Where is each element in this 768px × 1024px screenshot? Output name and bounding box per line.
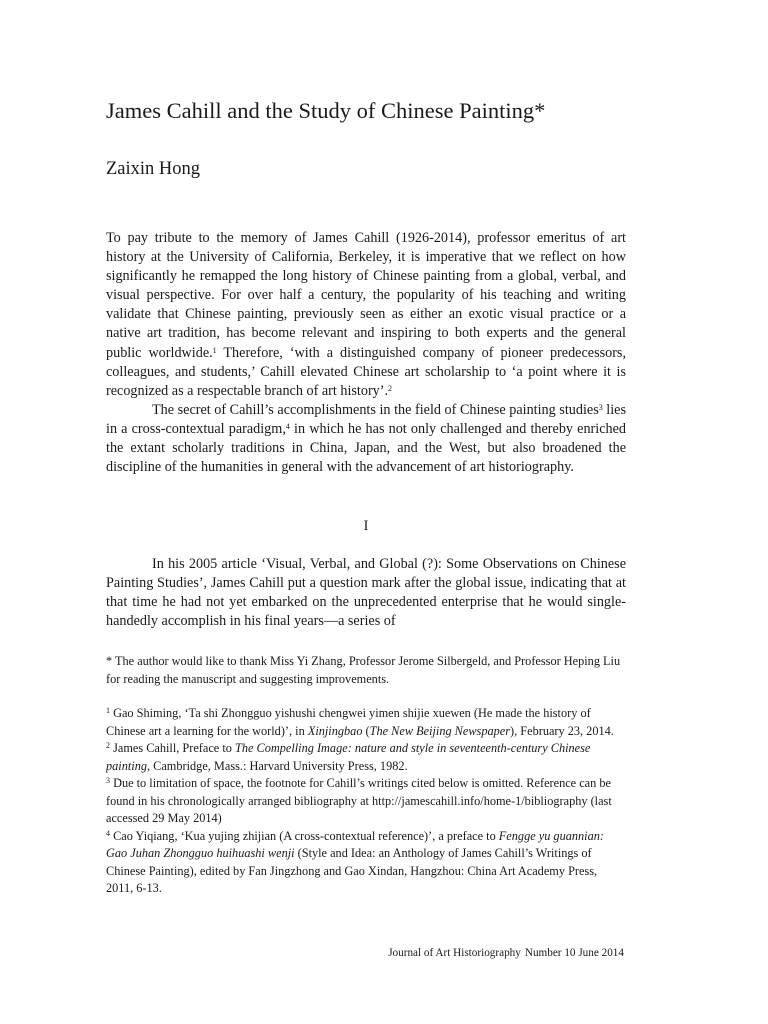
footnote-number: 4	[106, 828, 110, 838]
acknowledgement-footnote: * The author would like to thank Miss Yi Zhang, Professor Jerome Silbergeld, and Professor Heping Liu for reading the manuscript and suggesting improvements.	[106, 654, 621, 686]
footnote-ref-3[interactable]: 3	[598, 402, 603, 412]
footnote-italic: The Compelling Image: nature and style in seventeenth-century Chinese painting	[106, 741, 591, 773]
page-footer	[360, 946, 624, 961]
issue-info: Number 10 June 2014	[524, 947, 624, 959]
footnote-text: James Cahill, Preface to	[110, 741, 235, 755]
footnote-italic: Xinjingbao	[307, 723, 363, 738]
footnote-text: (Style and Idea: an Anthology of James Cahill’s Writings of Chinese Painting), edited by Fan Jingzhong and Gao Xindan, Hangzhou: China Art Academy Press, 2011, 6-13.	[106, 846, 598, 895]
footnote-text: Gao Shiming, ‘Ta shi Zhongguo yishushi chengwei yimen shijie xuewen (He made the history of Chinese art a learning for the world)’, in	[106, 706, 591, 738]
footnote-text: ), February 23, 2014.	[510, 723, 614, 738]
footnote-number: 2	[106, 741, 110, 750]
paragraph-3: In his 2005 article ‘Visual, Verbal, and Global (?): Some Observations on Chinese Painting Studies’, James Cahill put a question mark after the global issue, indicating that at that time he had not yet embarked on the unprecedented enterprise that he would single-handedly accomplish in his final years—a series of	[106, 556, 626, 630]
footnote-ref-2[interactable]: 2	[388, 383, 393, 393]
footnote-3	[106, 775, 626, 828]
footnote-italic: Fengge yu guannian: Gao Juhan Zhongguo huihuashi wenji	[106, 828, 604, 860]
footnotes-list	[106, 705, 626, 898]
footnote-text: Due to limitation of space, the footnote for Cahill’s writings cited below is omitted. Reference can be found in his chronologically arranged bibliography at http://jamescahill.info/home-1/bibliography (last accessed 29 May 2014)	[106, 776, 612, 825]
paragraph-1	[106, 229, 626, 401]
journal-name: Journal of Art Historiography	[388, 947, 521, 959]
footnote-number: 3	[106, 776, 110, 785]
body-paragraphs	[106, 229, 626, 477]
paragraph-text: lies in a cross-contextual paradigm,	[106, 401, 626, 437]
paragraph-2	[106, 401, 626, 477]
footnote-1	[106, 705, 626, 740]
footnote-text: Cao Yiqiang, ‘Kua yujing zhijian (A cross-contextual reference)’, a preface to	[110, 828, 499, 843]
footnote-ref-4[interactable]: 4	[285, 421, 290, 431]
footnote-number: 1	[106, 706, 110, 715]
footnote-italic: The New Beijing Newspaper	[369, 723, 511, 738]
article-title: James Cahill and the Study of Chinese Painting*	[106, 98, 546, 123]
paragraph-text: in which he has not only challenged and thereby enriched the extant scholarly traditions in China, Japan, and the West, but also broadened the discipline of the humanities in general with the advancement of art historiography.	[106, 420, 626, 476]
author-name: Zaixin Hong	[106, 159, 201, 179]
section-heading: I	[363, 518, 369, 534]
paragraph-text: Therefore, ‘with a distinguished company of pioneer predecessors, colleagues, and students,’ Cahill elevated Chinese art scholarship to ‘a point where it is recognized as a respectable branch of art history’.	[106, 344, 626, 399]
footnote-2	[106, 740, 626, 775]
paragraph-text: To pay tribute to the memory of James Cahill (1926-2014), professor emeritus of art history at the University of California, Berkeley, it is imperative that we reflect on how significantly he remapped the long history of Chinese painting from a global, verbal, and visual perspective. For over half a century, the popularity of his teaching and writing validate that Chinese painting, previously seen as either an exotic visual practice or a native art tradition, has become relevant and inspiring to both experts and the general public worldwide.	[106, 230, 626, 361]
footnote-ref-1[interactable]: 1	[212, 345, 217, 355]
paragraph-text: The secret of Cahill’s accomplishments in the field of Chinese painting studies	[152, 401, 599, 418]
footnote-4	[106, 828, 626, 898]
footnote-text: (	[362, 723, 370, 738]
footnote-text: , Cambridge, Mass.: Harvard University Press, 1982.	[147, 758, 408, 773]
